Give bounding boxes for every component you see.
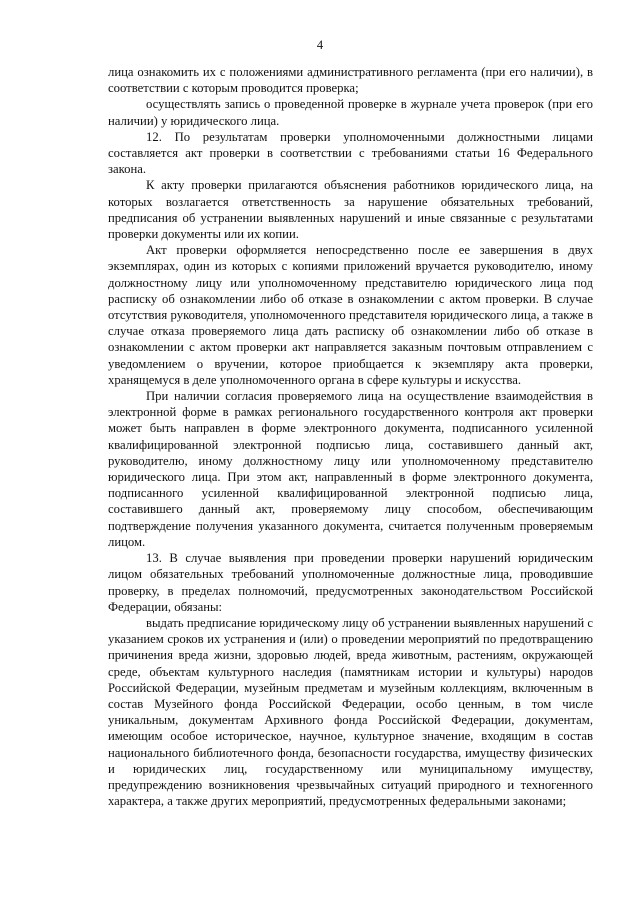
paragraph-12-inspection-act: 12. По результатам проверки уполномоченными должностными лицами составляется акт проверки в соответствии с требованиями статьи 16 Федерального закона. xyxy=(108,129,593,177)
paragraph-act-attachments: К акту проверки прилагаются объяснения работников юридического лица, на которых возлагается ответственность за нарушение обязательных требований, предписания об устранении выявленных нарушений и иные связанные с результатами проверки документы или их копии. xyxy=(108,178,593,242)
paragraph-issue-order: выдать предписание юридическому лицу об устранении выявленных нарушений с указанием сроков их устранения и (или) о проведении мероприятий по предотвращению причинения вреда жизни, здоровью людей, вреда животным, растениям, окружающей среде, объектам культурного наследия (памятникам истории и культуры) народов Российской Федерации, музейным предметам и музейным коллекциям, включенным в состав Музейного фонда Российской Федерации, особо ценным, в том числе уникальным, документам Архивного фонда Российской Федерации, документам, имеющим особое историческое, научное, культурное значение, входящим в состав национального библиотечного фонда, безопасности государства, имуществу физических и юридических лиц, государственному или муниципальному имуществу, предупреждению возникновения чрезвычайных ситуаций природного и техногенного характера, а также других мероприятий, предусмотренных федеральными законами; xyxy=(108,615,593,809)
paragraph-13-violations: 13. В случае выявления при проведении проверки нарушений юридическим лицом обязательных требований уполномоченные должностные лица, проводившие проверку, в пределах полномочий, предусмотренных законодательством Российской Федерации, обязаны: xyxy=(108,551,593,614)
document-body xyxy=(108,64,593,809)
paragraph-journal-record: осуществлять запись о проведенной проверке в журнале учета проверок (при его наличии) у юридического лица. xyxy=(108,97,593,128)
paragraph-continuation: лица ознакомить их с положениями административного регламента (при его наличии), в соответствии с которым проводится проверка; xyxy=(108,65,593,96)
page-number: 4 xyxy=(316,38,324,52)
paragraph-act-execution: Акт проверки оформляется непосредственно после ее завершения в двух экземплярах, один из которых с копиями приложений вручается руководителю, иному должностному лицу или уполномоченному представителю юридического лица под расписку об ознакомлении либо об отказе в ознакомлении с актом проверки. В случае отсутствия руководителя, уполномоченного представителя юридического лица, а также в случае отказа проверяемого лица дать расписку об ознакомлении либо об отказе в ознакомлении с актом проверки акт направляется заказным почтовым отправлением с уведомлением о вручении, которое приобщается к экземпляру акта проверки, хранящемуся в деле уполномоченного органа в сфере культуры и искусства. xyxy=(108,243,593,387)
paragraph-electronic-form: При наличии согласия проверяемого лица на осуществление взаимодействия в электронной форме в рамках регионального государственного контроля акт проверки может быть направлен в форме электронного документа, подписанного усиленной квалифицированной электронной подписью лица, составившего данный акт, руководителю, иному должностному лицу или уполномоченному представителю юридического лица. При этом акт, направленный в форме электронного документа, подписанного усиленной квалифицированной электронной подписью лица, составившего данный акт, проверяемому лицу способом, обеспечивающим подтверждение получения указанного документа, считается полученным проверяемым лицом. xyxy=(108,389,593,549)
